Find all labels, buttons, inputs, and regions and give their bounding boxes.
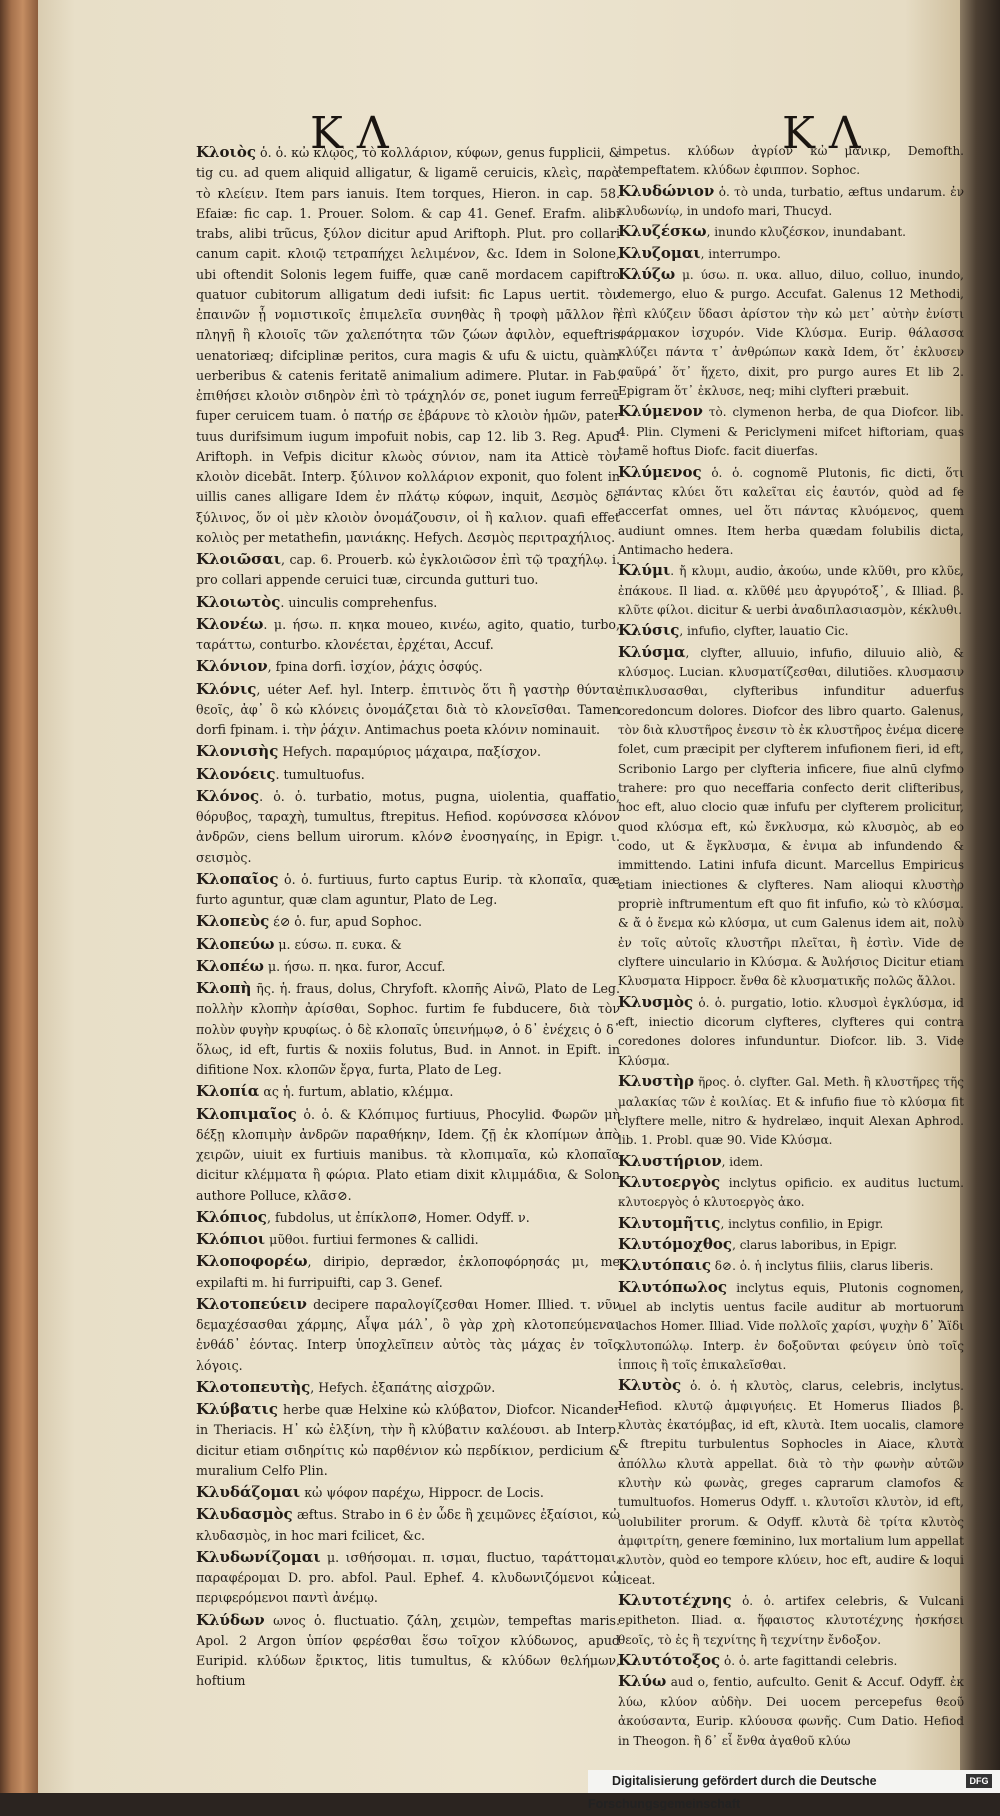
entry-headword: Κλοτοπευτὴς <box>196 1377 311 1396</box>
book-edge <box>0 0 38 1793</box>
entry-headword: Κλυσμὸς <box>618 992 694 1011</box>
dictionary-entry <box>196 869 620 911</box>
entry-headword: Κλύσμα <box>618 642 686 661</box>
entry-definition: Hefych. παραμύριος μάχαιρα, παξίσχον. <box>278 744 542 760</box>
dictionary-entry <box>618 1173 964 1213</box>
dictionary-entry <box>196 1610 620 1692</box>
entry-headword: Κλοπαῖος <box>196 869 279 888</box>
dictionary-entry <box>196 1399 620 1481</box>
dictionary-entry <box>618 1214 964 1234</box>
entry-definition: , clyfter, alluuio, infufio, diluuio aliò, & κλύσμος. Lucian. κλυσματίζεσθαι, dilutiões. κλυσμασιν ἐπικλυσασθαι, clyfteribus infunditur aduerfus coredoncum dolores. Diofcor des libro quarto. Galenus, τὸν διὰ κλυστῆρος ἐνεσιν τὸ ἐκ κλυστῆρος ἐνέμα dicere folet, cum præcipit per clyfterem infufionem fieri, id eft, Scribonio Largo per clyfteria inficere, fiue alnū clyfmo trahere: pro quo neceffaria confecto derit clifteribus, hoc eft, aluo clocio quæ infufu per clyfterem prolicitur, quod κλύσμα eft, κὠ ἔνκλυσμα, κὠ κλυσμὸς, ab eo codo, ut & ἔγκλυσμα, & ἐνιμα ab infundendo & immittendo. Latini infufa dicunt. Marcellus Empiricus etiam iniectiones & clyfteres. Nam alioqui κλυστὴρ propriè inftrumentum eft quo fit infufio, κὠ τὸ κλύσμα. & ἄ ὁ ἔνεμα κὠ κλύσμα, ut cum Galenus idem ait, πολὺ ἐν τοῖς αὐτοῖς κλυστῆρι πλεῖται, ἢ ἐστὶν. Vide de clyftere uinculario in Κλύσμα. & Ἀυλήσιος Dicitur etiam Κλυσματα Hippocr. ἔνθα δὲ κλυσματικῆς πολῶς ἄλλοι. <box>618 645 964 989</box>
entry-definition: ὁ. ὁ. arte fagittandi celebris. <box>720 1654 898 1669</box>
dictionary-entry <box>618 182 964 222</box>
entry-headword: Κλόπιοι <box>196 1230 266 1248</box>
dictionary-entry <box>196 1294 620 1376</box>
dictionary-entry <box>196 911 620 932</box>
dictionary-entry <box>196 764 620 785</box>
entry-definition: , Hefych. ἐξαπάτης αἰσχρῶν. <box>310 1379 496 1395</box>
entry-headword: Κλοιῶσαι <box>196 550 281 568</box>
dictionary-entry <box>618 561 964 620</box>
entry-headword: Κλυτομῆτις <box>618 1213 721 1232</box>
dictionary-entry <box>196 1081 620 1102</box>
dictionary-entry <box>618 463 964 561</box>
dictionary-entry <box>196 741 620 762</box>
left-column <box>196 142 620 1693</box>
dictionary-entry <box>618 402 964 461</box>
entry-headword: Κλυτόμοχθος <box>618 1234 733 1253</box>
book-gutter <box>960 0 1000 1793</box>
entry-headword: Κλυδάζομαι <box>196 1483 301 1501</box>
dictionary-entry <box>196 1377 620 1398</box>
entry-definition: ὁ. ὁ. & Κλόπιμος furtiuus, Phocylid. Φωρῶν μὴ δέξῃ κλοπιμὴν ἀνδρῶν παραθήκην, Idem. ζῇ ἐκ κλοπίμων ἀπὸ χειρῶν, uiuit ex furtiuis manibus. τὰ κλοπιμαῖα, κὠ κλοπαῖα dicitur κλέμματα ἢ φώρια. Plato etiam dixit κλιμμάδια, & Solon authore Polluce, κλᾶσ⊘. <box>196 1106 620 1203</box>
entry-definition: . μ. ήσω. π. κηκα moueo, κινέω, agito, quatio, turbo, ταράττω, conturbo. κλονέεται, ἐρχέται, Accuf. <box>196 616 620 652</box>
entry-headword: Κλύζω <box>618 265 676 284</box>
entry-definition: , inclytus confilio, in Epigr. <box>720 1216 884 1231</box>
entry-headword: Κλύμενος <box>618 462 702 481</box>
entry-headword: Κλύω <box>618 1672 667 1691</box>
entry-headword: Κλύσις <box>618 621 680 640</box>
dictionary-entry <box>196 934 620 955</box>
dictionary-entry <box>618 993 964 1071</box>
dictionary-entry <box>196 978 620 1080</box>
header-right: ΚΛ <box>782 108 875 159</box>
entry-definition: , diripio, deprædor, ἐκλοποφόρησάς μι, me expilafti m. hi furripuifti, cap 3. Genef. <box>196 1254 620 1290</box>
entry-definition: , infufio, clyfter, lauatio Cic. <box>679 624 849 639</box>
entry-headword: Κλυστὴρ <box>618 1072 694 1091</box>
entry-definition: μ. ήσω. π. ηκα. furor, Accuf. <box>263 958 446 974</box>
entry-headword: Κλύμι <box>618 561 671 580</box>
entry-definition: ῆς. ἡ. fraus, dolus, Chryfoft. κλοπῆς Αἰνῶ, Plato de Leg. πολλὴν κλοπὴν ἀρίσθαι, Sophoc. furtim fe fubducere, διὰ τὸν πολὺν φυγὴν κρυφίως. ὁ δὲ κλοπαῖς ὑπεινήμῳ⊘, ὁ δ᾽ ἐνέχεις ὁ δ᾽ ὅλως, id eft, furtis & noxiis folutus, Bud. in Annot. in Epift. in difitione Nox. κλοπῶν ἔργα, furta, Plato de Leg. <box>196 981 620 1077</box>
entry-definition: ας ἡ. furtum, ablatio, κλέμμα. <box>259 1084 454 1100</box>
entry-definition: ὁ. ὁ. ἡ κλυτὸς, clarus, celebris, inclytus. Hefiod. κλυτῷ ἀμφιγυήεις. Et Homerus Iliados β. κλυτὰς ἑκατόμβας, id eft, κλυτὰ. Item uocalis, clamore & ftrepitu turbulentus Sophocles in Aiace, κλυτὰ ἀπόλλω κλυτὰ appellat. διὰ τὸ τὴν φωνὴν αὐτῶν κλυτὴν κὠ φωνὰς, greges caprarum clamofos & tumultuofos. Homerus Odyff. ι. κλυτοῖσι κλυτὸν, id eft, uolubiliter prorum. & Odyff. κλυτὰ δὲ τρίτα κλυτὸς ἀμφιτρίτη, genere fœminino, lux mortalium lum appellat κλυτὸν, quòd eo tempore κλύειν, hoc eft, audire & loqui liceat. <box>618 1379 964 1587</box>
entry-headword: Κλόνιον <box>196 657 268 676</box>
entry-definition: ὁ. ὁ. artifex celebris, & Vulcani epitheton. Iliad. α. ἥφαιστος κλυτοτέχνης ἠσκήσει θεοῖς, τὸ ἐς ἢ τεχνίτης ἢ τεχνίτην ἔνδοξον. <box>618 1594 964 1647</box>
entry-headword: Κλύβατις <box>196 1400 278 1418</box>
entry-headword: Κλυτόπαις <box>618 1256 711 1275</box>
entry-definition: . tumultuofus. <box>275 766 365 782</box>
entry-headword: Κλυστήριον <box>618 1151 722 1170</box>
dictionary-entry <box>618 244 964 264</box>
entry-definition: , idem. <box>721 1154 764 1169</box>
dictionary-entry <box>618 1072 964 1150</box>
dictionary-entry <box>618 1376 964 1590</box>
dictionary-entry <box>196 1482 620 1503</box>
entry-definition: inclytus opificio. ex auditus luctum. κλυτοεργὸς ὁ κλυτοεργὸς ἀκο. <box>618 1175 964 1210</box>
dictionary-entry <box>196 1504 620 1546</box>
entry-definition: decipere παραλογίζεσθαι Homer. Illied. τ. νῦν δεμαχέσασθαι χάρμης, Αἶψα μάλ᾽, ὃ γὰρ χρὴ κλοτοπεύμεναι ἐνθάδ᾽ ἐόντας. Interp ὑποχλεῖπειν αὐτὸς τὰς μάχας ἐν τοῖς λόγοις. <box>196 1296 620 1373</box>
entry-headword: Κλυδώνιον <box>618 181 715 200</box>
entry-headword: Κλυτοτέχνης <box>618 1591 732 1610</box>
dictionary-entry <box>618 265 964 401</box>
entry-headword: Κλοπὴ <box>196 979 252 997</box>
dictionary-entry <box>618 621 964 641</box>
entry-definition: κὠ ψόφον παρέχω, Hippocr. de Locis. <box>300 1485 544 1500</box>
entry-headword: Κλονέω <box>196 614 264 633</box>
entry-definition: . ὁ. ὁ. turbatio, motus, pugna, uiolentia, quaffatio, θόρυβος, ταραχὴ, tumultus, ftrepitus. Hefiod. κορύνσσεα κλόνον ἀνδρῶν, ciens bellum uirorum. κλόν⊘ ἐνοσηγαίης, in Epigr. ι. σεισμὸς. <box>196 788 620 865</box>
entry-definition: ὁ. ὁ. furtiuus, furto captus Eurip. τὰ κλοπαῖα, quæ furto aguntur, quæ clam aguntur, Plato de Leg. <box>196 871 620 907</box>
dictionary-entry <box>618 142 964 181</box>
dictionary-entry <box>618 1152 964 1172</box>
dictionary-entry <box>196 1229 620 1250</box>
entry-definition: , fpina dorfi. ἰσχίον, ῥάχις ὀσφύς. <box>267 659 483 675</box>
entry-headword: Κλοπεὺς <box>196 912 270 931</box>
entry-definition: inclytus equis, Plutonis cognomen, uel ab inclytis uentus facile auditur ab mortuorum lachos Homer. Illiad. Vide πολλοῖς χαρίσι, ψυχὴν δ᾽ Ἄϊδι κλυτοπώλῳ. Interp. ἐν δοξοῦνται φεύγειν ὑπὸ τοῖς ἱπποις ἢ τοῖς ἐπικαλεῖσθαι. <box>618 1280 964 1372</box>
entry-headword: Κλοπέω <box>196 956 264 975</box>
entry-definition: æftus. Strabo in 6 ἐν ὧδε ἢ χειμῶνες ἐξαίσιοι, κὠ κλυδασμὸς, in hoc mari fcilicet, &c. <box>196 1507 620 1543</box>
dictionary-entry <box>618 222 964 242</box>
dfg-logo: DFG <box>966 1774 992 1788</box>
entry-headword: Κλύμενον <box>618 402 703 421</box>
entry-definition: έ⊘ ὁ. fur, apud Sophoc. <box>269 914 423 930</box>
entry-definition: , fubdolus, ut ἐπίκλοπ⊘, Homer. Odyff. ν. <box>266 1209 530 1225</box>
entry-definition: τὸ. clymenon herba, de qua Diofcor. lib. 4. Plin. Clymeni & Periclymeni mifcet hiftoriam, quas tamẽ hoftus Diofc. facit diuerfas. <box>618 405 964 459</box>
entry-definition: ὁ. ὁ. cognomẽ Plutonis, fic dicti, ὅτι πάντας κλύει ὅτι καλεῖται εἰς ἑαυτόν, quòd ad fe accerfat omnes, uel ὅτι πάντας κλυόμενος, quem audiunt omnes. Item herba quædam folubilis dicta, Antimacho hedera. <box>618 465 964 557</box>
entry-definition: impetus. κλύδων ἀγρίον κὠ μάνικρ, Demofth. tempeftatem. κλύδων ἐφιππον. Sophoc. <box>618 144 964 178</box>
dictionary-entry <box>618 1591 964 1650</box>
dictionary-entry <box>196 656 620 677</box>
entry-definition: ὁ. ὁ. purgatio, lotio. κλυσμοὶ ἐγκλύσμα, id eft, iniectio dicorum clyfteres, clyfteres qui contra coredones dolores infunduntur. Diofcor. lib. 3. Vide Κλύσμα. <box>618 995 964 1068</box>
dictionary-entry <box>196 956 620 977</box>
entry-definition: herbe quæ Helxine κὠ κλύβατον, Diofcor. Nicander in Theriacis. Η᾽ κὠ ἐλξίνη, τὴν ἢ κλύβατιν καλέουσι. ab Interp. dicitur etiam σιδηρίτις κὠ παρθένιον κὠ περδίκιον, perdicium & muralium Celfo Plin. <box>196 1402 620 1478</box>
entry-headword: Κλυζέσκω <box>618 222 707 241</box>
dictionary-entry <box>618 1235 964 1255</box>
entry-definition: ῆρος. ὁ. clyfter. Gal. Meth. ἢ κλυστῆρες τῆς μαλακίας τῶν ἐ κοιλίας. Et & infufio fiue τὸ κλύσμα fit clyftere melle, nitro & hydrelæo, inquit Alexan Aphrod. lib. 1. Probl. quæ 90. Vide Κλύσμα. <box>618 1075 964 1148</box>
dictionary-entry <box>196 1547 620 1609</box>
dictionary-entry <box>618 643 964 992</box>
entry-definition: aud o, fentio, aufculto. Genit & Accuf. Odyff. ἐκ λύω, κλύον αὐδὴν. Dei uocem percepefus θεοῦ ἀκούσαντα, Eurip. κλύουσα φωνῆς. Cum Datio. Hefiod in Theogon. ἢ δ᾽ εἶ ἔνθα ἀγαθοῦ κλύω <box>618 1675 964 1748</box>
entry-definition: μῦθοι. furtiui fermones & callidi. <box>265 1232 479 1247</box>
entry-headword: Κλυζομαι <box>618 243 701 262</box>
entry-headword: Κλυτὸς <box>618 1376 682 1395</box>
dictionary-entry <box>196 1104 620 1206</box>
dictionary-entry <box>196 1207 620 1228</box>
entry-definition: , uéter Aef. hyl. Interp. ἐπιτινὸς ὅτι ἢ γαστὴρ θύνται θεοῖς, ἀφ᾽ ὃ κὠ κλόνεις ὀνομάζεται διὰ τὸ κλονεῖσθαι. Tamen dorfi fpinam. i. τὴν ῥάχιν. Antimachus poeta κλόνιν nominauit. <box>196 681 620 737</box>
entry-headword: Κλοπία <box>196 1082 260 1101</box>
entry-definition: μ. ύσω. π. υκα. alluo, diluo, colluo, inundo, demergo, eluo & purgo. Accufat. Galenus 12 Methodi, ἐπὶ κλύζειν ὕδασι ἀρίστον τὴν κὠ μετ᾽ αὐτὴν ἐνίστι φάρμακον ἰσχυρόν. Vide Κλύσμα. Eurip. θάλασσα κλύζει πάντα τ᾽ ἀνθρώπων κακὰ Idem, ὅτ᾽ ἐκλυσεν φαῦρά᾽ ὅτ᾽ ἥχετο, dixit, pro purgo aures Et lib 2. Epigram ὅτ᾽ ἐκλυσε, neq; mihi clyfteri præbuit. <box>618 268 964 399</box>
entry-headword: Κλοπεύω <box>196 934 275 953</box>
entry-definition: ὁ. ὁ. κὠ κλῳὸς, τὸ κολλάριον, κύφων, genus fupplicii, & tig cu. ad quem aliquid alligatur, & ligamẽ ceruicis, κλεὶς, παρὰ τὸ κλείειν. Item pars ianuis. Item torques, Hieron. in cap. 58. Efaiæ: fic cap. 1. Prouer. Solom. & cap 41. Genef. Erafm. alibi trabs, alibi trũcus, ξύλον dicitur apud Ariftoph. Plut. pro collari canum capit. κλοιῷ τετραπήχει λελιμένον, &c. Idem in Solone, ubi oftendit Solonis legem fuiffe, quæ canẽ mordacem capiftro quatuor cubitorum alligatum dedi iufsit: fic Lapus uertit. τὸν ἐπαινῶν ᾗ νομιστικοῖς ἐπιμελεῖα συνηθὰς ἢ τροφὴ μᾶλλον ἢ πληγῇ ἢ κλοιοῖς τῶν χαλεπότητα τῶν ζώων ἀφιλὸν, equeftris uenatoriæq; difciplinæ peritos, cura magis & ufu & uictu, quàm uerberibus & catenis feritatẽ animalium adimere. Plutar. in Fab. ἐπιθήσει κλοιὸν σιδηρὸν ἐπὶ τὸ τράχηλόν σε, ponet iugum ferreũ fuper ceruicem tuam. ὁ πατήρ σε ἐβάρυνε τὸ κλοιὸν ἡμῶν, pater tuus durifsimum iugum impofuit nobis, cap 12. lib 3. Reg. Apud Ariftoph. in Vefpis dicitur κλωὸς σύνιον, nam ita Atticè τὸν κλοιὸν dicebãt. Interp. ξύλινον κολλάριον exponit, quo folent in uillis canes alligare Idem ἐν πλάτῳ κύφων, inquit, Δεσμὸς δὲ ξύλινος, ὅν οἱ μὲν κλοιὸν ὀνομάζουσιν, οἱ ἢ καλιον. quafi effet κολιὸς per metathefin, μανιάκης. Hefych. Δεσμὸς περιτραχήλιος. <box>196 145 620 545</box>
dictionary-entry <box>618 1256 964 1276</box>
entry-definition: , clarus laboribus, in Epigr. <box>732 1237 898 1252</box>
dictionary-entry <box>618 1278 964 1376</box>
dictionary-entry <box>196 592 620 613</box>
entry-headword: Κλοιὸς <box>196 143 256 161</box>
entry-headword: Κλυτόπωλος <box>618 1277 727 1296</box>
dictionary-entry <box>618 1672 964 1750</box>
header-left: ΚΛ <box>310 108 403 159</box>
entry-definition: ὁ. τὸ unda, turbatio, æftus undarum. ἐν κλυδωνίῳ, in undofo mari, Thucyd. <box>618 184 964 219</box>
entry-headword: Κλυτοεργὸς <box>618 1172 721 1191</box>
entry-headword: Κλοτοπεύειν <box>196 1294 307 1313</box>
entry-definition: ωνος ὁ. fluctuatio. ζάλη, χειμὼν, tempeftas maris. Apol. 2 Argon ὑπίον φερέσθαι ἕσω τοῖχον κλύδωνος, apud Euripid. κλύδων ἔρικτος, litis tumultus, & κλύδων θελήμων, hoftium <box>196 1612 620 1689</box>
entry-definition: , inundo κλυζέσκον, inundabant. <box>706 225 906 240</box>
dictionary-entry <box>196 679 620 741</box>
dictionary-entry <box>196 614 620 656</box>
entry-headword: Κλόνις <box>196 679 257 698</box>
entry-headword: Κλονόεις <box>196 764 276 783</box>
entry-headword: Κλόνος <box>196 786 260 805</box>
entry-definition: μ. εύσω. π. ευκα. & <box>274 936 402 952</box>
digitization-footer <box>588 1770 1000 1811</box>
entry-headword: Κλύδων <box>196 1610 265 1629</box>
entry-headword: Κλονισὴς <box>196 742 279 761</box>
dictionary-entry <box>196 786 620 868</box>
entry-headword: Κλυτότοξος <box>618 1651 721 1670</box>
entry-headword: Κλυδωνίζομαι <box>196 1547 321 1566</box>
right-column <box>618 142 964 1752</box>
entry-definition: . uinculis comprehenfus. <box>280 594 438 610</box>
entry-definition: μ. ισθήσομαι. π. ισμαι, fluctuo, ταράττομαι, παραφέρομαι D. pro. abfol. Paul. Ephef. 4. κλυδωνιζόμενοι κὠ περιφερόμενοι παντὶ ἀνέμῳ. <box>196 1549 620 1606</box>
dictionary-entry <box>196 549 620 591</box>
entry-definition: , interrumpo. <box>700 246 781 261</box>
dictionary-entry <box>196 142 620 548</box>
dictionary-entry <box>196 1251 620 1293</box>
entry-definition: , cap. 6. Prouerb. κὠ ἐγκλοιῶσον ἐπὶ τῷ τραχήλῳ. i. pro collari appende ceruici tuæ, circunda gutturi tuo. <box>196 552 620 588</box>
footer-credit: Digitalisierung gefördert durch die Deutsche Forschungsgemeinschaft <box>588 1774 877 1811</box>
entry-headword: Κλοποφορέω <box>196 1252 308 1271</box>
entry-headword: Κλοιωτὸς <box>196 592 281 611</box>
dictionary-entry <box>618 1651 964 1671</box>
entry-headword: Κλοπιμαῖος <box>196 1104 297 1123</box>
entry-headword: Κλυδασμὸς <box>196 1505 293 1524</box>
entry-definition: δ⊘. ὁ. ἡ inclytus filiis, clarus liberis. <box>710 1259 934 1274</box>
entry-definition: . ἤ κλυμι, audio, ἀκούω, unde κλῦθι, pro κλῦε, ἐπάκουε. Il liad. α. κλῦθέ μευ ἀργυρότοξ᾽, & Illiad. β. κλῦτε φίλοι. dicitur & uerbi ἀναδιπλασιασμὸν, κέκλυθι. <box>618 564 964 617</box>
entry-headword: Κλόπιος <box>196 1207 267 1226</box>
